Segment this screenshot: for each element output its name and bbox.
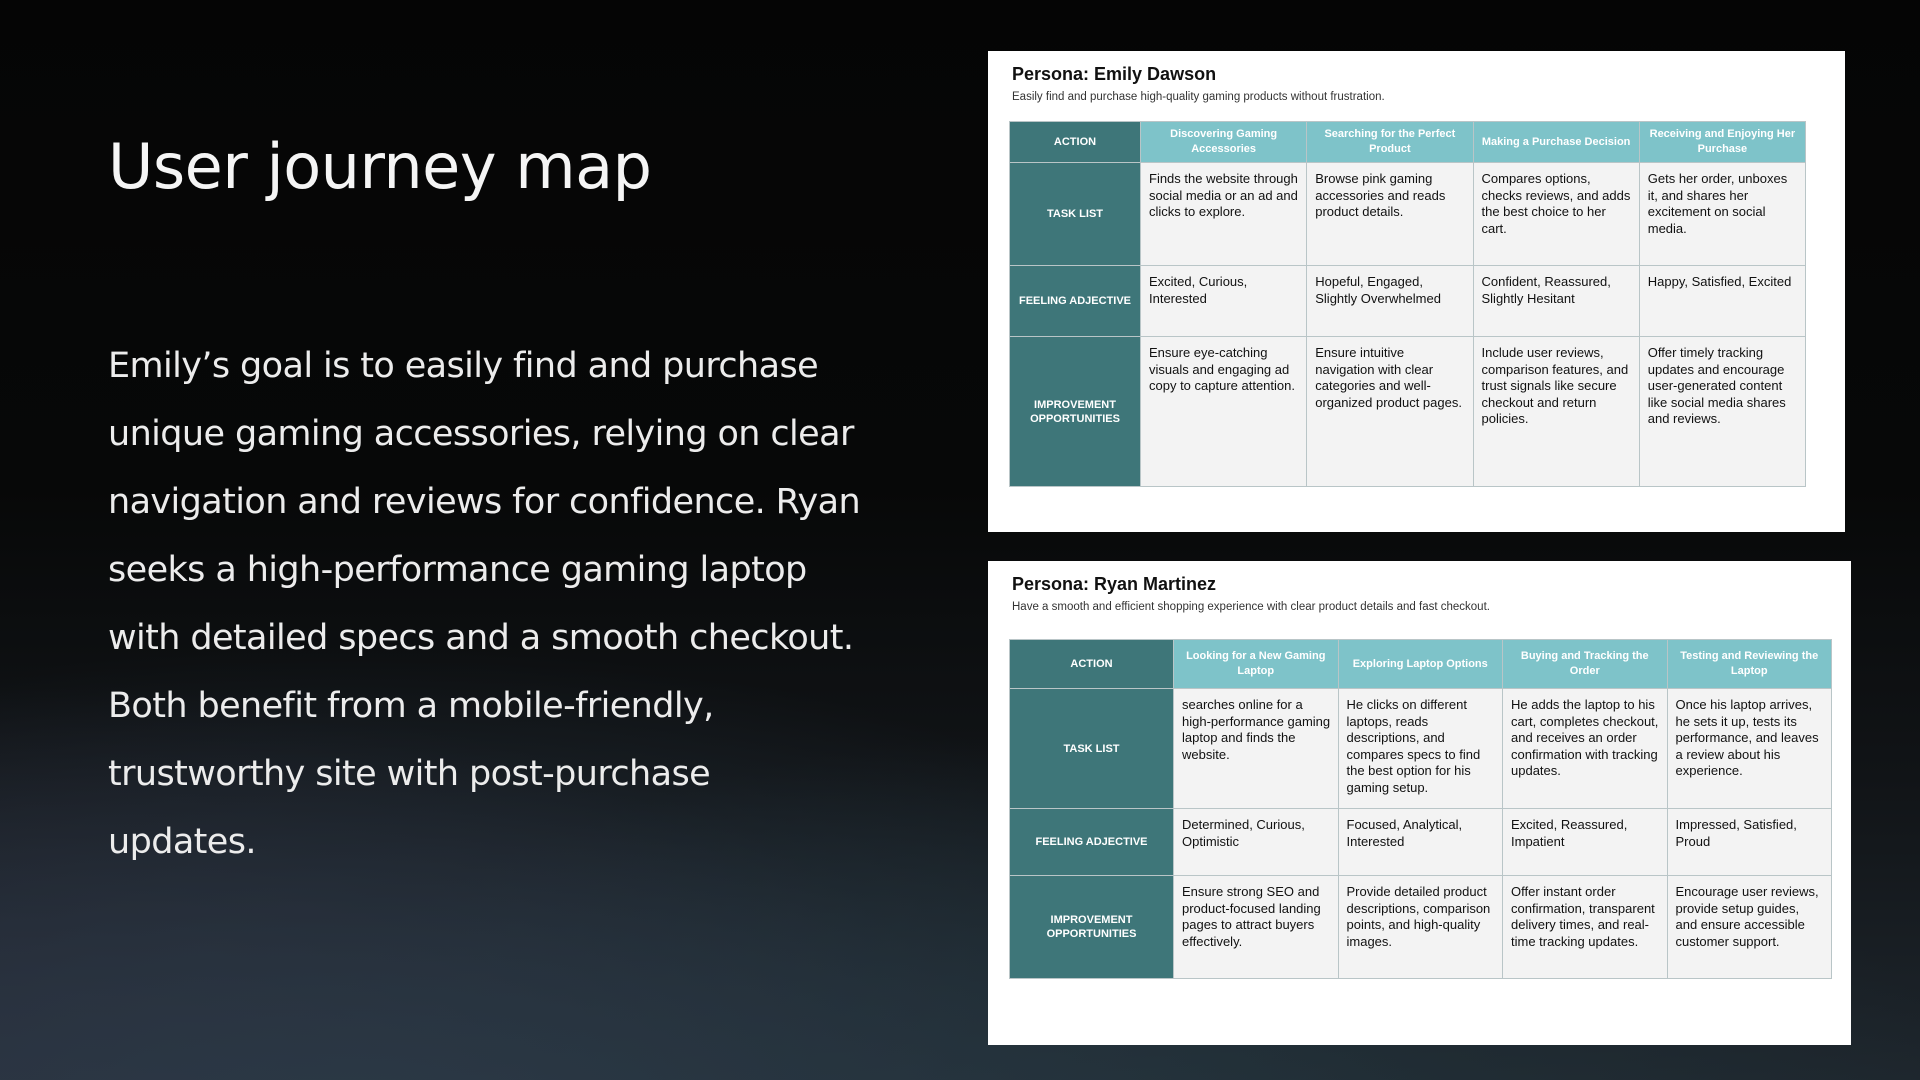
journey-table [1009, 639, 1832, 979]
table-row [1010, 266, 1806, 337]
stage-header: Receiving and Enjoying Her Purchase [1639, 122, 1805, 163]
persona-card-emily [988, 51, 1845, 532]
table-row [1010, 689, 1832, 809]
table-cell: Focused, Analytical, Interested [1338, 809, 1503, 876]
table-row [1010, 876, 1832, 979]
stage-header: Discovering Gaming Accessories [1141, 122, 1307, 163]
table-cell: He clicks on different laptops, reads descriptions, and compares specs to find the best option for his gaming setup. [1338, 689, 1503, 809]
row-header-task-list: TASK LIST [1010, 163, 1141, 266]
table-cell: Excited, Curious, Interested [1141, 266, 1307, 337]
table-cell: Offer instant order confirmation, transparent delivery times, and real-time tracking updates. [1503, 876, 1668, 979]
row-header-feeling-adjective: FEELING ADJECTIVE [1010, 266, 1141, 337]
stage-header: Searching for the Perfect Product [1307, 122, 1473, 163]
table-cell: Provide detailed product descriptions, comparison points, and high-quality images. [1338, 876, 1503, 979]
table-cell: Compares options, checks reviews, and adds the best choice to her cart. [1473, 163, 1639, 266]
table-cell: Browse pink gaming accessories and reads product details. [1307, 163, 1473, 266]
table-header-row [1010, 640, 1832, 689]
table-row [1010, 337, 1806, 487]
persona-goal: Have a smooth and efficient shopping experience with clear product details and fast checkout. [1012, 601, 1490, 613]
table-row [1010, 163, 1806, 266]
persona-goal: Easily find and purchase high-quality gaming products without frustration. [1012, 91, 1385, 103]
row-header-task-list: TASK LIST [1010, 689, 1174, 809]
table-cell: Offer timely tracking updates and encourage user-generated content like social media shares and reviews. [1639, 337, 1805, 487]
stage-header: Exploring Laptop Options [1338, 640, 1503, 689]
table-cell: Ensure strong SEO and product-focused landing pages to attract buyers effectively. [1174, 876, 1339, 979]
table-cell: Ensure eye-catching visuals and engaging ad copy to capture attention. [1141, 337, 1307, 487]
table-cell: searches online for a high-performance gaming laptop and finds the website. [1174, 689, 1339, 809]
journey-table [1009, 121, 1806, 487]
table-cell: Impressed, Satisfied, Proud [1667, 809, 1832, 876]
stage-header: Making a Purchase Decision [1473, 122, 1639, 163]
row-header-action: ACTION [1010, 122, 1141, 163]
stage-header: Buying and Tracking the Order [1503, 640, 1668, 689]
table-cell: Finds the website through social media or an ad and clicks to explore. [1141, 163, 1307, 266]
table-cell: Excited, Reassured, Impatient [1503, 809, 1668, 876]
table-cell: Determined, Curious, Optimistic [1174, 809, 1339, 876]
table-cell: Include user reviews, comparison features, and trust signals like secure checkout and return policies. [1473, 337, 1639, 487]
stage-header: Testing and Reviewing the Laptop [1667, 640, 1832, 689]
stage-header: Looking for a New Gaming Laptop [1174, 640, 1339, 689]
table-cell: Encourage user reviews, provide setup guides, and ensure accessible customer support. [1667, 876, 1832, 979]
row-header-action: ACTION [1010, 640, 1174, 689]
table-row [1010, 809, 1832, 876]
row-header-feeling-adjective: FEELING ADJECTIVE [1010, 809, 1174, 876]
table-header-row [1010, 122, 1806, 163]
table-cell: Gets her order, unboxes it, and shares her excitement on social media. [1639, 163, 1805, 266]
persona-name: Persona: Ryan Martinez [1012, 574, 1217, 594]
table-cell: Happy, Satisfied, Excited [1639, 266, 1805, 337]
table-cell: Hopeful, Engaged, Slightly Overwhelmed [1307, 266, 1473, 337]
table-cell: Confident, Reassured, Slightly Hesitant [1473, 266, 1639, 337]
table-cell: Ensure intuitive navigation with clear categories and well-organized product pages. [1307, 337, 1473, 487]
persona-name: Persona: Emily Dawson [1012, 64, 1217, 84]
table-cell: He adds the laptop to his cart, completes checkout, and receives an order confirmation with tracking updates. [1503, 689, 1668, 809]
row-header-improvement-opportunities: IMPROVEMENT OPPORTUNITIES [1010, 337, 1141, 487]
slide-summary-text: Emily’s goal is to easily find and purchase unique gaming accessories, relying on clear navigation and reviews for confidence. Ryan seeks a high-performance gaming laptop with detailed specs and a smooth checkout. Both benefit from a mobile-friendly, trustworthy site with post-purchase updates. [108, 346, 861, 862]
persona-card-ryan [988, 561, 1851, 1045]
table-cell: Once his laptop arrives, he sets it up, tests its performance, and leaves a review about his experience. [1667, 689, 1832, 809]
row-header-improvement-opportunities: IMPROVEMENT OPPORTUNITIES [1010, 876, 1174, 979]
slide-title: User journey map [108, 130, 652, 203]
